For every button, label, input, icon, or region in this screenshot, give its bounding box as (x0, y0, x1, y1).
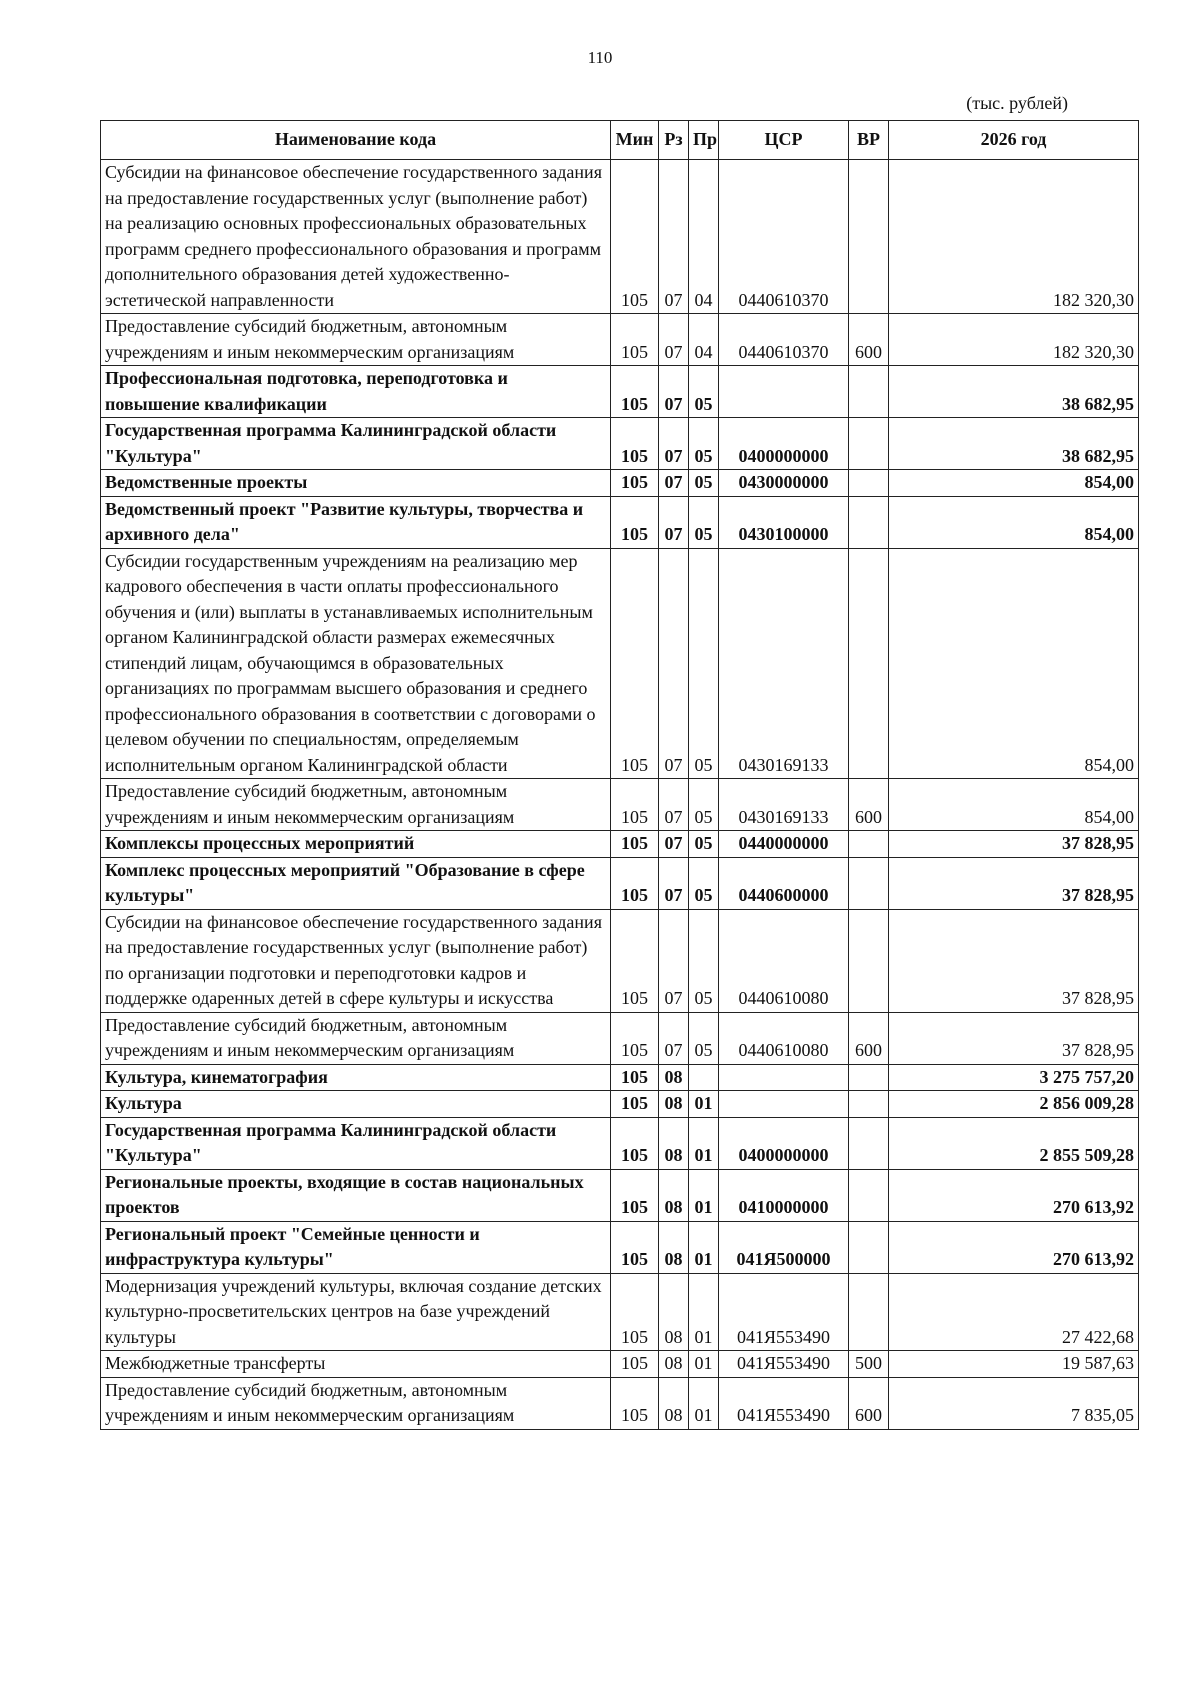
row-vr-cell: 600 (849, 314, 889, 366)
row-name-cell: Модернизация учреждений культуры, включая создание детских культурно-просветительских центров на базе учреждений культуры (101, 1273, 611, 1351)
row-rz-cell: 07 (659, 1012, 689, 1064)
row-amount-cell: 182 320,30 (889, 314, 1139, 366)
row-csr-cell: 0410000000 (719, 1169, 849, 1221)
row-min-cell: 105 (611, 418, 659, 470)
row-pr-cell: 05 (689, 366, 719, 418)
row-rz-cell: 08 (659, 1169, 689, 1221)
header-vr: ВР (849, 121, 889, 160)
row-name-cell: Комплексы процессных мероприятий (101, 831, 611, 858)
table-row (101, 1273, 1139, 1351)
row-vr-cell: 600 (849, 1377, 889, 1429)
row-pr-cell: 01 (689, 1091, 719, 1118)
row-csr-cell: 0400000000 (719, 418, 849, 470)
row-pr-cell: 05 (689, 831, 719, 858)
row-vr-cell (849, 1221, 889, 1273)
row-amount-cell: 38 682,95 (889, 418, 1139, 470)
row-rz-cell: 08 (659, 1377, 689, 1429)
row-vr-cell (849, 470, 889, 497)
row-min-cell: 105 (611, 496, 659, 548)
row-rz-cell: 07 (659, 831, 689, 858)
row-rz-cell: 08 (659, 1064, 689, 1091)
row-csr-cell: 0440610370 (719, 314, 849, 366)
row-pr-cell: 05 (689, 857, 719, 909)
row-csr-cell: 041Я553490 (719, 1377, 849, 1429)
row-amount-cell: 854,00 (889, 779, 1139, 831)
row-name-cell: Предоставление субсидий бюджетным, автономным учреждениям и иным некоммерческим организациям (101, 779, 611, 831)
row-csr-cell: 0430100000 (719, 496, 849, 548)
row-rz-cell: 08 (659, 1091, 689, 1118)
row-csr-cell: 041Я553490 (719, 1351, 849, 1378)
row-min-cell: 105 (611, 1169, 659, 1221)
row-amount-cell: 37 828,95 (889, 857, 1139, 909)
row-amount-cell: 182 320,30 (889, 160, 1139, 314)
row-pr-cell: 05 (689, 909, 719, 1012)
table-row (101, 1117, 1139, 1169)
row-min-cell: 105 (611, 857, 659, 909)
row-amount-cell: 2 856 009,28 (889, 1091, 1139, 1118)
row-pr-cell: 01 (689, 1169, 719, 1221)
table-row (101, 857, 1139, 909)
table-row (101, 1091, 1139, 1118)
table-row (101, 470, 1139, 497)
row-rz-cell: 07 (659, 366, 689, 418)
table-row (101, 548, 1139, 779)
row-rz-cell: 07 (659, 496, 689, 548)
row-csr-cell: 0440610080 (719, 909, 849, 1012)
table-row (101, 314, 1139, 366)
row-csr-cell: 0440610080 (719, 1012, 849, 1064)
row-pr-cell: 01 (689, 1351, 719, 1378)
row-csr-cell: 0430169133 (719, 779, 849, 831)
table-row (101, 496, 1139, 548)
table-body (101, 160, 1139, 1430)
row-amount-cell: 854,00 (889, 496, 1139, 548)
row-vr-cell (849, 1064, 889, 1091)
row-pr-cell: 05 (689, 1012, 719, 1064)
row-pr-cell (689, 1064, 719, 1091)
row-name-cell: Государственная программа Калининградской области "Культура" (101, 1117, 611, 1169)
row-pr-cell: 01 (689, 1273, 719, 1351)
row-name-cell: Субсидии государственным учреждениям на реализацию мер кадрового обеспечения в части оплаты профессионального обучения и (или) выплаты в устанавливаемых исполнительным органом Калининградской области размерах ежемесячных стипендий лицам, обучающимся в образовательных организациях по программам высшего образования и среднего профессионального образования в соответствии с договорами о целевом обучении по специальностям, определяемым исполнительным органом Калининградской области (101, 548, 611, 779)
row-vr-cell (849, 418, 889, 470)
header-csr: ЦСР (719, 121, 849, 160)
row-min-cell: 105 (611, 909, 659, 1012)
row-amount-cell: 854,00 (889, 548, 1139, 779)
row-vr-cell (849, 857, 889, 909)
table-row (101, 1064, 1139, 1091)
table-row (101, 831, 1139, 858)
row-amount-cell: 854,00 (889, 470, 1139, 497)
row-csr-cell (719, 366, 849, 418)
row-name-cell: Субсидии на финансовое обеспечение государственного задания на предоставление государственных услуг (выполнение работ) на реализацию основных профессиональных образовательных программ среднего профессионального образования и программ дополнительного образования детей художественно-эстетической направленности (101, 160, 611, 314)
row-vr-cell (849, 1169, 889, 1221)
row-min-cell: 105 (611, 160, 659, 314)
row-min-cell: 105 (611, 548, 659, 779)
row-min-cell: 105 (611, 314, 659, 366)
row-name-cell: Предоставление субсидий бюджетным, автономным учреждениям и иным некоммерческим организациям (101, 1012, 611, 1064)
budget-table (100, 120, 1139, 1430)
row-rz-cell: 08 (659, 1351, 689, 1378)
row-name-cell: Комплекс процессных мероприятий "Образование в сфере культуры" (101, 857, 611, 909)
row-vr-cell: 600 (849, 779, 889, 831)
row-name-cell: Предоставление субсидий бюджетным, автономным учреждениям и иным некоммерческим организациям (101, 314, 611, 366)
row-vr-cell (849, 1117, 889, 1169)
row-min-cell: 105 (611, 1221, 659, 1273)
row-name-cell: Предоставление субсидий бюджетным, автономным учреждениям и иным некоммерческим организациям (101, 1377, 611, 1429)
row-amount-cell: 27 422,68 (889, 1273, 1139, 1351)
row-csr-cell: 0430000000 (719, 470, 849, 497)
row-rz-cell: 07 (659, 160, 689, 314)
row-pr-cell: 05 (689, 470, 719, 497)
row-vr-cell: 600 (849, 1012, 889, 1064)
row-min-cell: 105 (611, 779, 659, 831)
row-csr-cell: 0440610370 (719, 160, 849, 314)
row-csr-cell: 0440000000 (719, 831, 849, 858)
row-vr-cell (849, 1091, 889, 1118)
row-csr-cell (719, 1064, 849, 1091)
row-min-cell: 105 (611, 1012, 659, 1064)
row-pr-cell: 05 (689, 496, 719, 548)
row-rz-cell: 07 (659, 548, 689, 779)
row-name-cell: Региональный проект "Семейные ценности и инфраструктура культуры" (101, 1221, 611, 1273)
table-row (101, 1351, 1139, 1378)
row-amount-cell: 3 275 757,20 (889, 1064, 1139, 1091)
row-rz-cell: 08 (659, 1273, 689, 1351)
row-min-cell: 105 (611, 1091, 659, 1118)
row-pr-cell: 05 (689, 779, 719, 831)
row-min-cell: 105 (611, 1351, 659, 1378)
row-rz-cell: 08 (659, 1221, 689, 1273)
header-name: Наименование кода (101, 121, 611, 160)
row-vr-cell: 500 (849, 1351, 889, 1378)
row-pr-cell: 04 (689, 160, 719, 314)
row-rz-cell: 07 (659, 909, 689, 1012)
row-min-cell: 105 (611, 470, 659, 497)
row-csr-cell: 0440600000 (719, 857, 849, 909)
row-csr-cell: 0400000000 (719, 1117, 849, 1169)
table-row (101, 1221, 1139, 1273)
row-rz-cell: 07 (659, 418, 689, 470)
row-amount-cell: 37 828,95 (889, 1012, 1139, 1064)
row-pr-cell: 05 (689, 548, 719, 779)
row-name-cell: Культура (101, 1091, 611, 1118)
row-rz-cell: 07 (659, 779, 689, 831)
row-rz-cell: 07 (659, 314, 689, 366)
row-vr-cell (849, 366, 889, 418)
row-rz-cell: 07 (659, 857, 689, 909)
row-amount-cell: 19 587,63 (889, 1351, 1139, 1378)
table-header-row (101, 121, 1139, 160)
row-pr-cell: 01 (689, 1377, 719, 1429)
row-pr-cell: 05 (689, 418, 719, 470)
row-amount-cell: 7 835,05 (889, 1377, 1139, 1429)
header-year: 2026 год (889, 121, 1139, 160)
header-min: Мин (611, 121, 659, 160)
table-row (101, 418, 1139, 470)
table-row (101, 366, 1139, 418)
row-csr-cell: 041Я500000 (719, 1221, 849, 1273)
row-name-cell: Ведомственные проекты (101, 470, 611, 497)
row-min-cell: 105 (611, 1273, 659, 1351)
row-name-cell: Региональные проекты, входящие в состав национальных проектов (101, 1169, 611, 1221)
page-number: 110 (587, 48, 613, 67)
row-rz-cell: 07 (659, 470, 689, 497)
row-vr-cell (849, 496, 889, 548)
row-min-cell: 105 (611, 366, 659, 418)
row-name-cell: Культура, кинематография (101, 1064, 611, 1091)
row-name-cell: Профессиональная подготовка, переподготовка и повышение квалификации (101, 366, 611, 418)
row-csr-cell: 0430169133 (719, 548, 849, 779)
row-pr-cell: 01 (689, 1221, 719, 1273)
table-row (101, 160, 1139, 314)
row-amount-cell: 270 613,92 (889, 1169, 1139, 1221)
table-row (101, 1169, 1139, 1221)
row-name-cell: Государственная программа Калининградской области "Культура" (101, 418, 611, 470)
row-vr-cell (849, 548, 889, 779)
units-label: (тыс. рублей) (966, 93, 1068, 113)
row-csr-cell (719, 1091, 849, 1118)
row-amount-cell: 37 828,95 (889, 831, 1139, 858)
table-row (101, 1012, 1139, 1064)
row-min-cell: 105 (611, 831, 659, 858)
row-name-cell: Ведомственный проект "Развитие культуры, творчества и архивного дела" (101, 496, 611, 548)
row-amount-cell: 270 613,92 (889, 1221, 1139, 1273)
row-min-cell: 105 (611, 1117, 659, 1169)
row-amount-cell: 2 855 509,28 (889, 1117, 1139, 1169)
row-csr-cell: 041Я553490 (719, 1273, 849, 1351)
row-rz-cell: 08 (659, 1117, 689, 1169)
row-vr-cell (849, 909, 889, 1012)
row-min-cell: 105 (611, 1377, 659, 1429)
header-rz: Рз (659, 121, 689, 160)
row-amount-cell: 38 682,95 (889, 366, 1139, 418)
table-row (101, 909, 1139, 1012)
row-min-cell: 105 (611, 1064, 659, 1091)
header-pr: Пр (689, 121, 719, 160)
table-row (101, 779, 1139, 831)
row-vr-cell (849, 160, 889, 314)
row-name-cell: Межбюджетные трансферты (101, 1351, 611, 1378)
row-name-cell: Субсидии на финансовое обеспечение государственного задания на предоставление государственных услуг (выполнение работ) по организации подготовки и переподготовки кадров и поддержке одаренных детей в сфере культуры и искусства (101, 909, 611, 1012)
row-pr-cell: 04 (689, 314, 719, 366)
row-vr-cell (849, 831, 889, 858)
table-row (101, 1377, 1139, 1429)
row-pr-cell: 01 (689, 1117, 719, 1169)
row-amount-cell: 37 828,95 (889, 909, 1139, 1012)
row-vr-cell (849, 1273, 889, 1351)
